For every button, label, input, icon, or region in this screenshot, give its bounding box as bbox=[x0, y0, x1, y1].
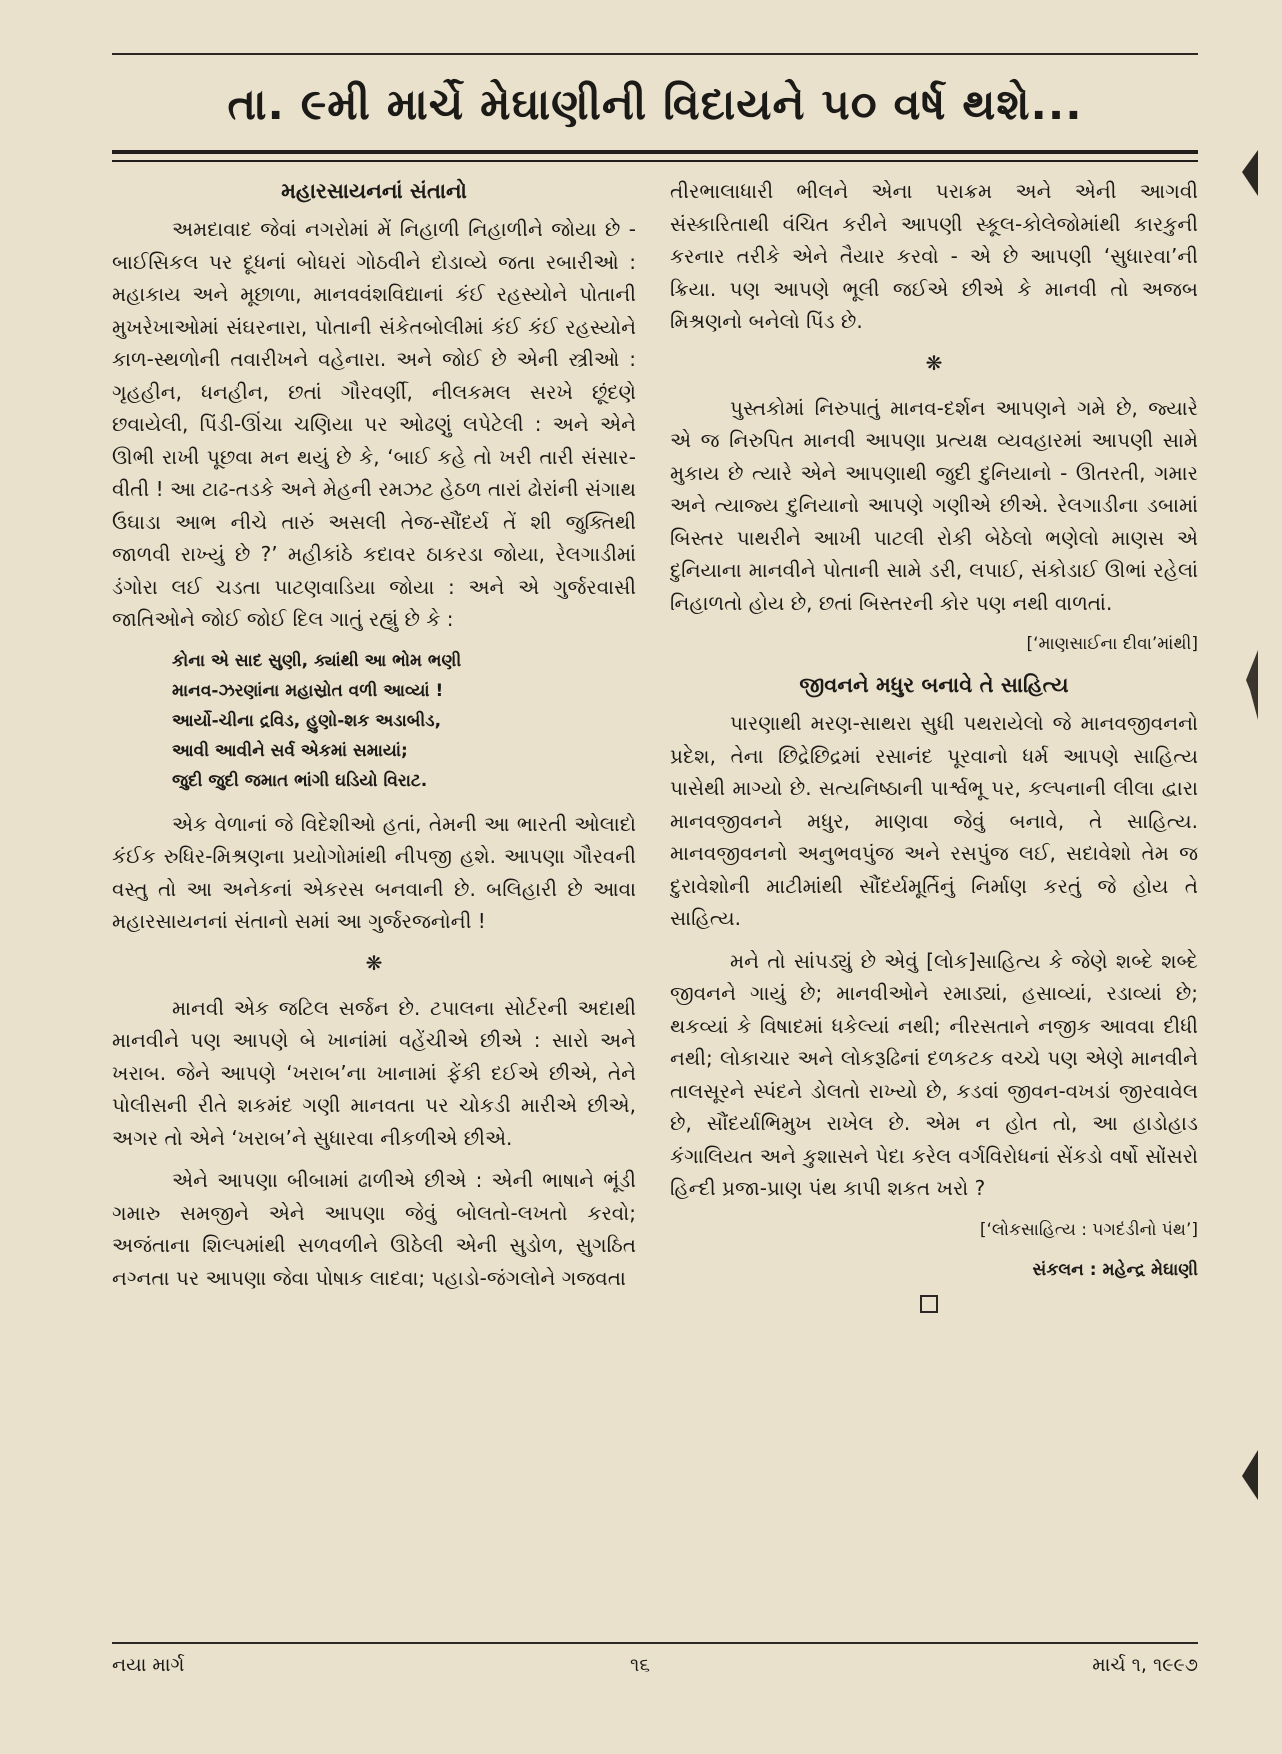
top-rule bbox=[112, 53, 1198, 55]
paragraph: પારણાથી મરણ-સાથરા સુધી પથરાયેલો જે માનવજીવનનો પ્રદેશ, તેના છિદ્રેછિદ્રમાં રસાનંદ પૂરવાનો ધર્મ આપણે સાહિત્ય પાસેથી માગ્યો છે. સત્યનિષ્ઠાની પાર્શ્વભૂ પર, કલ્પનાની લીલા દ્વારા માનવજીવનને મધુર, માણવા જેવું બનાવે, તે સાહિત્ય. માનવજીવનનો અનુભવપુંજ અને રસપુંજ લઈ, સદાવેશો તેમ જ દુરાવેશોની માટીમાંથી સૌંદર્યમૂર્તિનું નિર્માણ કરતું જે હોય તે સાહિત્ય. bbox=[670, 711, 1198, 930]
headline-rule-thin bbox=[112, 160, 1198, 162]
paragraph: એક વેળાનાં જે વિદેશીઓ હતાં, તેમની આ ભારતી ઓલાદો કંઈક રુધિર-મિશ્રણના પ્રયોગોમાંથી નીપજી હશે. આપણા ગૌરવની વસ્તુ તો આ અનેકનાં એકરસ બનવાની છે. બલિહારી છે આવા મહારસાયનનાં સંતાનો સમાં આ ગુર્જરજનોની ! bbox=[112, 811, 636, 933]
footer-rule bbox=[112, 1642, 1198, 1644]
ornament-icon: ❋ bbox=[365, 950, 383, 975]
left-column bbox=[112, 175, 636, 1635]
page-edge-notch-icon bbox=[1236, 650, 1258, 720]
poem-line: જુદી જુદી જમાત ભાંગી ઘડિયો વિરાટ. bbox=[172, 770, 428, 791]
paragraph: અમદાવાદ જેવાં નગરોમાં મેં નિહાળી નિહાળીને જોયા છે - બાઈસિકલ પર દૂધનાં બોઘરાં ગોઠવીને દોડાવ્યે જતા રબારીઓ : મહાકાય અને મૂછાળા, માનવવંશવિદ્યાનાં કંઈ રહસ્યોને પોતાની મુખરેખાઓમાં સંઘરનારા, પોતાની સંકેતબોલીમાં કંઈ કંઈ રહસ્યોને કાળ-સ્થળોની તવારીખને વહેનારા. અને જોઈ છે એની સ્ત્રીઓ : ગૃહહીન, ધનહીન, છતાં ગૌરવર્ણી, નીલકમલ સરખે છૂંદણે છવાયેલી, પિંડી-ઊંચા ચણિયા પર ઓઢણું લપેટેલી : અને એને ઊભી રાખી પૂછવા મન થયું છે કે, ‘બાઈ કહે તો ખરી તારી સંસાર-વીતી ! આ ટાઢ-તડકે અને મેહની રમઝટ હેઠળ તારાં ઢોરાંની સંગાથ ઉઘાડા આભ નીચે તારું અસલી તેજ-સૌંદર્ય તેં શી જુક્તિથી જાળવી રાખ્યું છે ?’ મહીકાંઠે કદાવર ઠાકરડા જોયા, રેલગાડીમાં ડંગોરા લઈ ચડતા પાટણવાડિયા જોયા : અને એ ગુર્જરવાસી જાતિઓને જોઈ જોઈ દિલ ગાતું રહ્યું છે કે : bbox=[112, 217, 636, 631]
right-column bbox=[670, 175, 1198, 1635]
paragraph: એને આપણા બીબામાં ઢાળીએ છીએ : એની ભાષાને ભૂંડી ગમારુ સમજીને એને આપણા જેવું બોલતો-લખતો કરવો; અજંતાના શિલ્પમાંથી સળવળીને ઊઠેલી એની સુડોળ, સુગઠિત નગ્નતા પર આપણા જેવા પોષાક લાદવા; પહાડો-જંગલોને ગજવતા bbox=[112, 1168, 636, 1290]
paragraph: મને તો સાંપડ્યું છે એવું [લોક]સાહિત્ય કે જેણે શબ્દે શબ્દે જીવનને ગાયું છે; માનવીઓને રમાડ્યાં, હસાવ્યાં, રડાવ્યાં છે; થકવ્યાં કે વિષાદમાં ધકેલ્યાં નથી; નીરસતાને નજીક આવવા દીધી નથી; લોકાચાર અને લોકરૂઢિનાં દળકટક વચ્ચે પણ એણે માનવીને તાલસૂરને સ્પંદને ડોલતો રાખ્યો છે, કડવાં જીવન-વખડાં જીરવાવેલ છે, સૌંદર્યાભિમુખ રાખેલ છે. એમ ન હોત તો, આ હાડોહાડ કંગાલિયત અને કુશાસને પેદા કરેલ વર્ગવિરોધનાં સેંકડો વર્ષો સોંસરો હિન્દી પ્રજા-પ્રાણ પંથ કાપી શકત ખરો ? bbox=[670, 948, 1198, 1200]
poem-line: આર્યો-ચીના દ્રવિડ, હુણો-શક અડાબીડ, bbox=[172, 710, 442, 731]
article-heading-left: મહારસાયનનાં સંતાનો bbox=[281, 179, 467, 203]
footer-page-number: ૧૬ bbox=[630, 1654, 650, 1676]
paragraph: પુસ્તકોમાં નિરુપાતું માનવ-દર્શન આપણને ગમે છે, જ્યારે એ જ નિરુપિત માનવી આપણા પ્રત્યક્ષ વ્યવહારમાં આપણી સામે મુકાય છે ત્યારે એને આપણાથી જુદી દુનિયાનો - ઊતરતી, ગમાર અને ત્યાજ્ય દુનિયાનો આપણે ગણીએ છીએ. રેલગાડીના ડબામાં બિસ્તર પાથરીને આખી પાટલી રોકી બેઠેલો ભણેલો માણસ એ દુનિયાના માનવીને પોતાની સામે ડરી, લપાઈ, સંકોડાઈ ઊભાં રહેલાં નિહાળતો હોય છે, છતાં બિસ્તરની કોર પણ નથી વાળતાં. bbox=[670, 395, 1198, 615]
source-citation: [‘માણસાઈના દીવા’માંથી] bbox=[1026, 634, 1198, 654]
poem-line: માનવ-ઝરણાંના મહાસ્રોત વળી આવ્યાં ! bbox=[172, 680, 444, 701]
poem-block bbox=[172, 646, 636, 796]
end-mark-icon bbox=[920, 1295, 938, 1313]
paragraph: તીરભાલાધારી ભીલને એના પરાક્રમ અને એની આગવી સંસ્કારિતાથી વંચિત કરીને આપણી સ્કૂલ-કોલેજોમાંથી કારકુની કરનાર તરીકે એને તૈયાર કરવો - એ છે આપણી ‘સુધારવા’ની ક્રિયા. પણ આપણે ભૂલી જઈએ છીએ કે માનવી તો અજબ મિશ્રણનો બનેલો પિંડ છે. bbox=[670, 179, 1198, 333]
page-edge-notch-icon bbox=[1236, 1450, 1258, 1500]
article-heading-right: જીવનને મધુર બનાવે તે સાહિત્ય bbox=[799, 673, 1069, 697]
paragraph: માનવી એક જટિલ સર્જન છે. ટપાલના સોર્ટરની અદાથી માનવીને પણ આપણે બે ખાનાંમાં વહેંચીએ છીએ : સારો અને ખરાબ. જેને આપણે ‘ખરાબ’ના ખાનામાં ફેંકી દઈએ છીએ, તેને પોલીસની રીતે શકમંદ ગણી માનવતા પર ચોકડી મારીએ છીએ, અગર તો એને ‘ખરાબ’ને સુધારવા નીકળીએ છીએ. bbox=[112, 995, 636, 1150]
poem-line: આવી આવીને સર્વ એકમાં સમાયાં; bbox=[172, 740, 408, 761]
footer-magazine-name: નયા માર્ગ bbox=[112, 1654, 185, 1676]
page-headline: તા. ૯મી માર્ચે મેઘાણીની વિદાયને ૫૦ વર્ષ થશે... bbox=[227, 80, 1083, 130]
source-citation: [‘લોકસાહિત્ય : પગદંડીનો પંથ’] bbox=[979, 1219, 1198, 1240]
ornament-icon: ❋ bbox=[925, 350, 943, 375]
poem-line: કોના એ સાદ સુણી, ક્યાંથી આ ભોમ ભણી bbox=[172, 650, 462, 671]
footer-date: માર્ચ ૧, ૧૯૯૭ bbox=[1092, 1654, 1198, 1676]
headline-rule-thick bbox=[112, 150, 1198, 154]
compiler-credit: સંકલન : મહેન્દ્ર મેઘાણી bbox=[1032, 1259, 1198, 1280]
page-edge-notch-icon bbox=[1236, 150, 1258, 196]
